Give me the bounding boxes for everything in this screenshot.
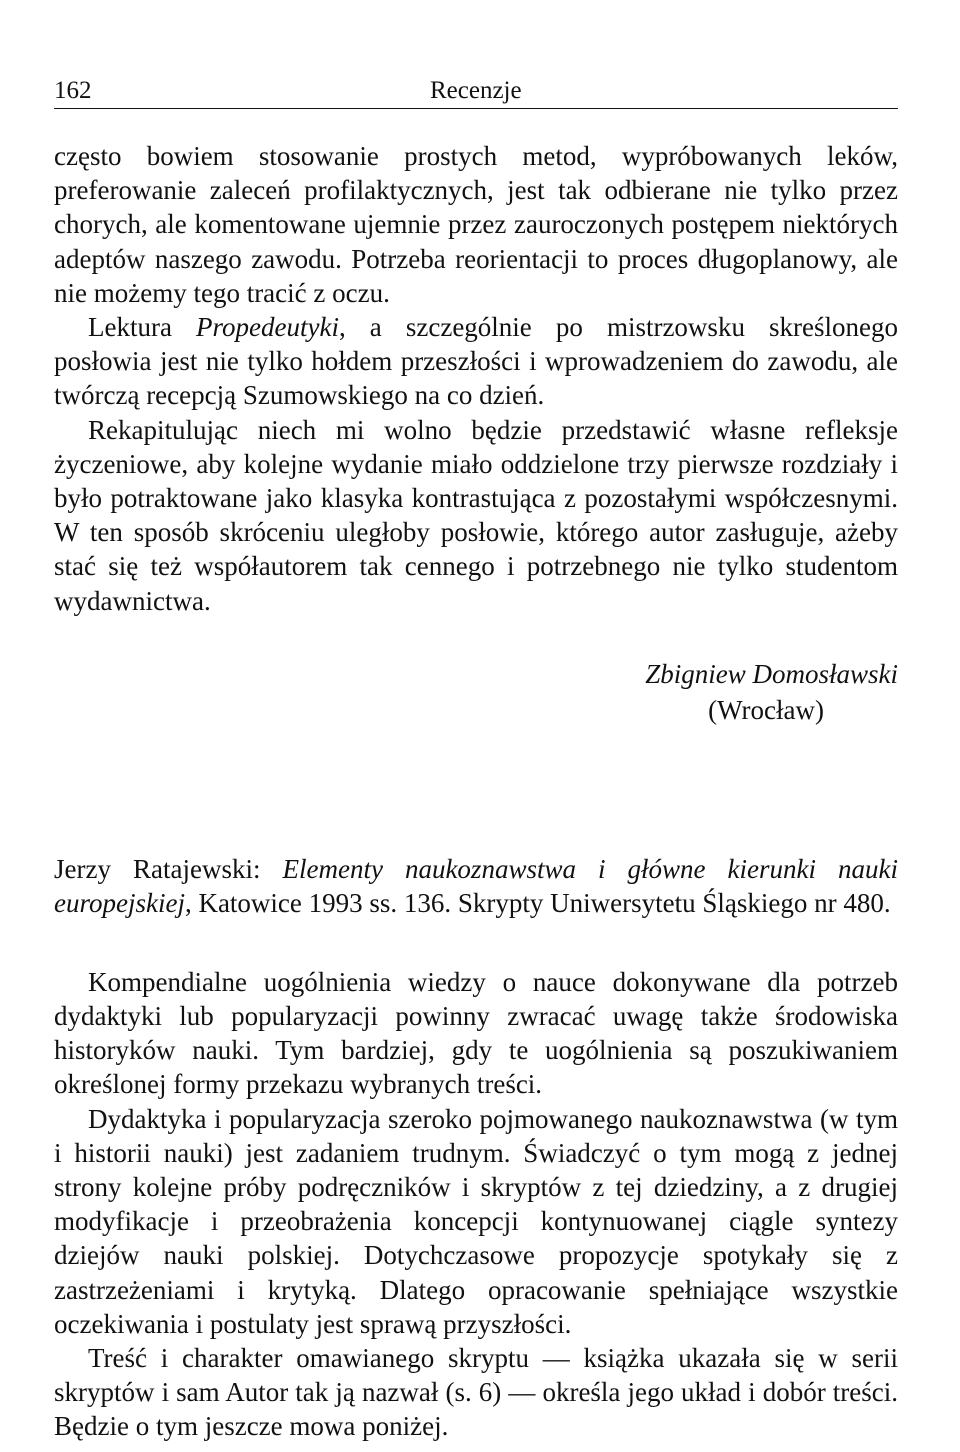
section-title: Recenzje xyxy=(430,77,522,104)
review-1-paragraph-2-lead: Lektura xyxy=(88,312,172,343)
running-head xyxy=(54,76,898,109)
review-1-body xyxy=(54,139,898,618)
review-2-body xyxy=(54,965,898,1444)
biblio-details: , Katowice 1993 ss. 136. Skrypty Uniwersytetu Śląskiego nr 480. xyxy=(184,888,891,919)
review-1-book-title: Propedeutyki xyxy=(171,312,339,343)
page-number: 162 xyxy=(54,77,92,104)
biblio-author: Jerzy Ratajewski: xyxy=(54,853,283,884)
review-2-paragraph-1: Kompendialne uogólnienia wiedzy o nauce dokonywane dla potrzeb dydaktyki lub popularyzacji powinny zwracać uwagę także środowiska historyków nauki. Tym bardziej, gdy te uogólnienia są poszukiwaniem określonej formy przekazu wybranych treści. xyxy=(54,966,898,1100)
review-1-paragraph-3: Rekapitulując niech mi wolno będzie przedstawić własne refleksje życzeniowe, aby kolejne wydanie miało oddzielone trzy pierwsze rozdziały i było potraktowane jako klasyka kontrastująca z pozostałymi współczesnymi. W ten sposób skróceniu uległoby posłowie, którego autor zasługuje, ażeby stać się też współautorem tak cennego i potrzebnego nie tylko studentom wydawnictwa. xyxy=(54,414,898,616)
review-1-paragraph-1: często bowiem stosowanie prostych metod, wypróbowanych leków, preferowanie zaleceń profilaktycznych, jest tak odbierane nie tylko przez chorych, ale komentowane ujemnie przez zauroczonych postępem niektórych adeptów naszego zawodu. Potrzeba reorientacji to proces długoplanowy, ale nie możemy tego tracić z oczu. xyxy=(54,141,898,308)
review-2-bibliography xyxy=(54,852,898,921)
review-1-signature xyxy=(54,656,898,728)
review-1-paragraph-2-rest: , a szczególnie po mistrzowsku skreślonego posłowia jest nie tylko hołdem przeszłości i wprowadzeniem do zawodu, ale twórczą recepcją Szumowskiego na co dzień. xyxy=(54,312,898,411)
bibliographic-entry xyxy=(54,852,898,921)
signature-author: Zbigniew Domosławski xyxy=(645,658,898,689)
review-2-paragraph-2: Dydaktyka i popularyzacja szeroko pojmowanego naukoznawstwa (w tym i historii nauki) jest zadaniem trudnym. Świadczyć o tym mogą z jednej strony kolejne próby podręczników i skryptów z tej dziedziny, a z drugiej modyfikacje i przeobrażenia koncepcji kontynuowanej ciągle syntezy dziejów nauki polskiej. Dotychczasowe propozycje spotykały się z zastrzeżeniami i krytyką. Dlatego opracowanie spełniające wszystkie oczekiwania i postulaty jest sprawą przyszłości. xyxy=(54,1103,898,1339)
review-1-paragraph-2 xyxy=(54,310,898,413)
document-page xyxy=(54,76,898,1444)
review-2-paragraph-3: Treść i charakter omawianego skryptu — książka ukazała się w serii skryptów i sam Autor tak ją nazwał (s. 6) — określa jego układ i dobór treści. Będzie o tym jeszcze mowa poniżej. xyxy=(54,1343,898,1442)
biblio-title: Elementy naukoznawstwa i główne kierunki nauki europejskiej xyxy=(54,853,898,919)
signature-place: (Wrocław) xyxy=(708,694,824,725)
